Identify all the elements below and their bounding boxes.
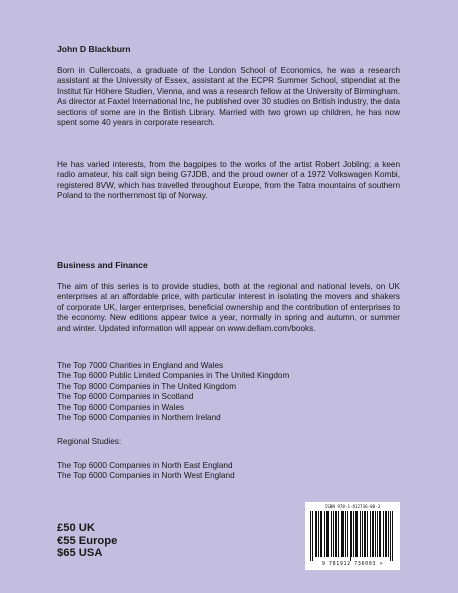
barcode-bar bbox=[342, 511, 343, 557]
barcode-bar bbox=[328, 511, 329, 557]
barcode-bar bbox=[316, 511, 317, 557]
barcode-bar bbox=[390, 511, 391, 561]
series-title: The Top 6000 Companies in Scotland bbox=[57, 392, 194, 402]
barcode-bar bbox=[336, 511, 337, 557]
isbn-barcode bbox=[305, 502, 400, 570]
barcode-bar bbox=[355, 511, 356, 557]
barcode-bar bbox=[386, 511, 387, 557]
regional-heading: Regional Studies: bbox=[57, 437, 122, 446]
barcode-bar bbox=[356, 511, 357, 557]
price-block bbox=[57, 522, 117, 560]
series-description: The aim of this series is to provide studies, both at the regional and national levels, on UK enterprises at an affordable price, with particular interest in isolating the movers and shakers of corporate UK, larger enterprises, beneficial ownership and the contribution of enterprises to the economy. New editions appear twice a year, normally in spring and autumn, or summer and winter. Updated information will appear on www.dellam.com/books. bbox=[57, 282, 400, 333]
barcode-bar bbox=[362, 511, 363, 557]
barcode-bar bbox=[350, 511, 351, 561]
barcode-bar bbox=[320, 511, 321, 557]
series-title: The Top 8000 Companies in The United Kingdom bbox=[57, 381, 237, 391]
regional-title-list bbox=[57, 461, 400, 482]
barcode-bar bbox=[360, 511, 361, 557]
barcode-bar bbox=[373, 511, 374, 557]
barcode-bar bbox=[333, 511, 334, 557]
author-name: John D Blackburn bbox=[57, 44, 131, 54]
barcode-bar bbox=[388, 511, 389, 557]
author-interests: He has varied interests, from the bagpipes to the works of the artist Robert Jobling; a keen radio amateur, his call sign being G7JDB, and the proud owner of a 1972 Volkswagen Kombi, registered 8VW, which has travelled throughout Europe, from the Tatra mountains of southern Poland to the northernmost tip of Norway. bbox=[57, 160, 400, 201]
barcode-bar bbox=[365, 511, 366, 557]
barcode-bar bbox=[335, 511, 336, 557]
barcode-bar bbox=[379, 511, 380, 557]
author-bio: Born in Cullercoats, a graduate of the London School of Economics, he was a research assistant at the University of Essex, assistant at the ECPR Summer School, stipendiat at the Institut für Höhere Studien, Vienna, and was a research fellow at the University of Birmingham. As director at Faxtel International Inc, he published over 30 studies on British industry, the data sections of some are in the British Library. Married with two grown up children, he has now spent some 40 years in corporate research. bbox=[57, 66, 401, 128]
barcode-bar bbox=[338, 511, 339, 557]
series-title: The Top 6000 Companies in Wales bbox=[57, 402, 184, 412]
barcode-bar bbox=[343, 511, 344, 557]
regional-title: The Top 6000 Companies in North East England bbox=[57, 461, 233, 470]
barcode-bar bbox=[347, 511, 348, 557]
series-title-list bbox=[57, 361, 400, 423]
barcode-bar bbox=[392, 511, 393, 561]
barcode-bar bbox=[326, 511, 327, 557]
barcode-bar bbox=[351, 511, 352, 557]
price-europe: €55 Europe bbox=[57, 534, 118, 547]
barcode-bar bbox=[357, 511, 358, 557]
barcode-digits: 9 781912 736003 > bbox=[321, 561, 384, 567]
barcode-bar bbox=[324, 511, 325, 557]
barcode-bar bbox=[377, 511, 378, 557]
barcode-bar bbox=[370, 511, 371, 557]
barcode-bar bbox=[367, 511, 368, 557]
barcode-bar bbox=[353, 511, 354, 557]
regional-title: The Top 6000 Companies in North West England bbox=[57, 471, 235, 481]
price-uk: £50 UK bbox=[57, 522, 95, 534]
barcode-bar bbox=[375, 511, 376, 557]
series-title: The Top 6000 Public Limited Companies in The United Kingdom bbox=[57, 371, 290, 381]
barcode-bar bbox=[380, 511, 381, 557]
barcode-bar bbox=[331, 511, 332, 557]
barcode-bar bbox=[327, 511, 328, 557]
series-heading: Business and Finance bbox=[57, 260, 148, 270]
barcode-bar bbox=[315, 511, 316, 557]
series-title: The Top 6000 Companies in Northern Ireland bbox=[57, 413, 221, 423]
barcode-bar bbox=[318, 511, 319, 557]
barcode-bar bbox=[312, 511, 313, 561]
isbn-label: ISBN 978-1-912736-00-3 bbox=[324, 504, 381, 509]
barcode-bar bbox=[385, 511, 386, 557]
barcode-bar bbox=[321, 511, 322, 557]
series-title: The Top 7000 Charities in England and Wales bbox=[57, 361, 224, 370]
barcode-bar bbox=[372, 511, 373, 557]
barcode-bar bbox=[345, 511, 346, 557]
price-usa: $65 USA bbox=[57, 547, 103, 559]
barcode-bars bbox=[310, 511, 395, 561]
barcode-bar bbox=[341, 511, 342, 557]
barcode-bar bbox=[310, 511, 311, 561]
barcode-bar bbox=[364, 511, 365, 557]
barcode-bar bbox=[383, 511, 384, 557]
